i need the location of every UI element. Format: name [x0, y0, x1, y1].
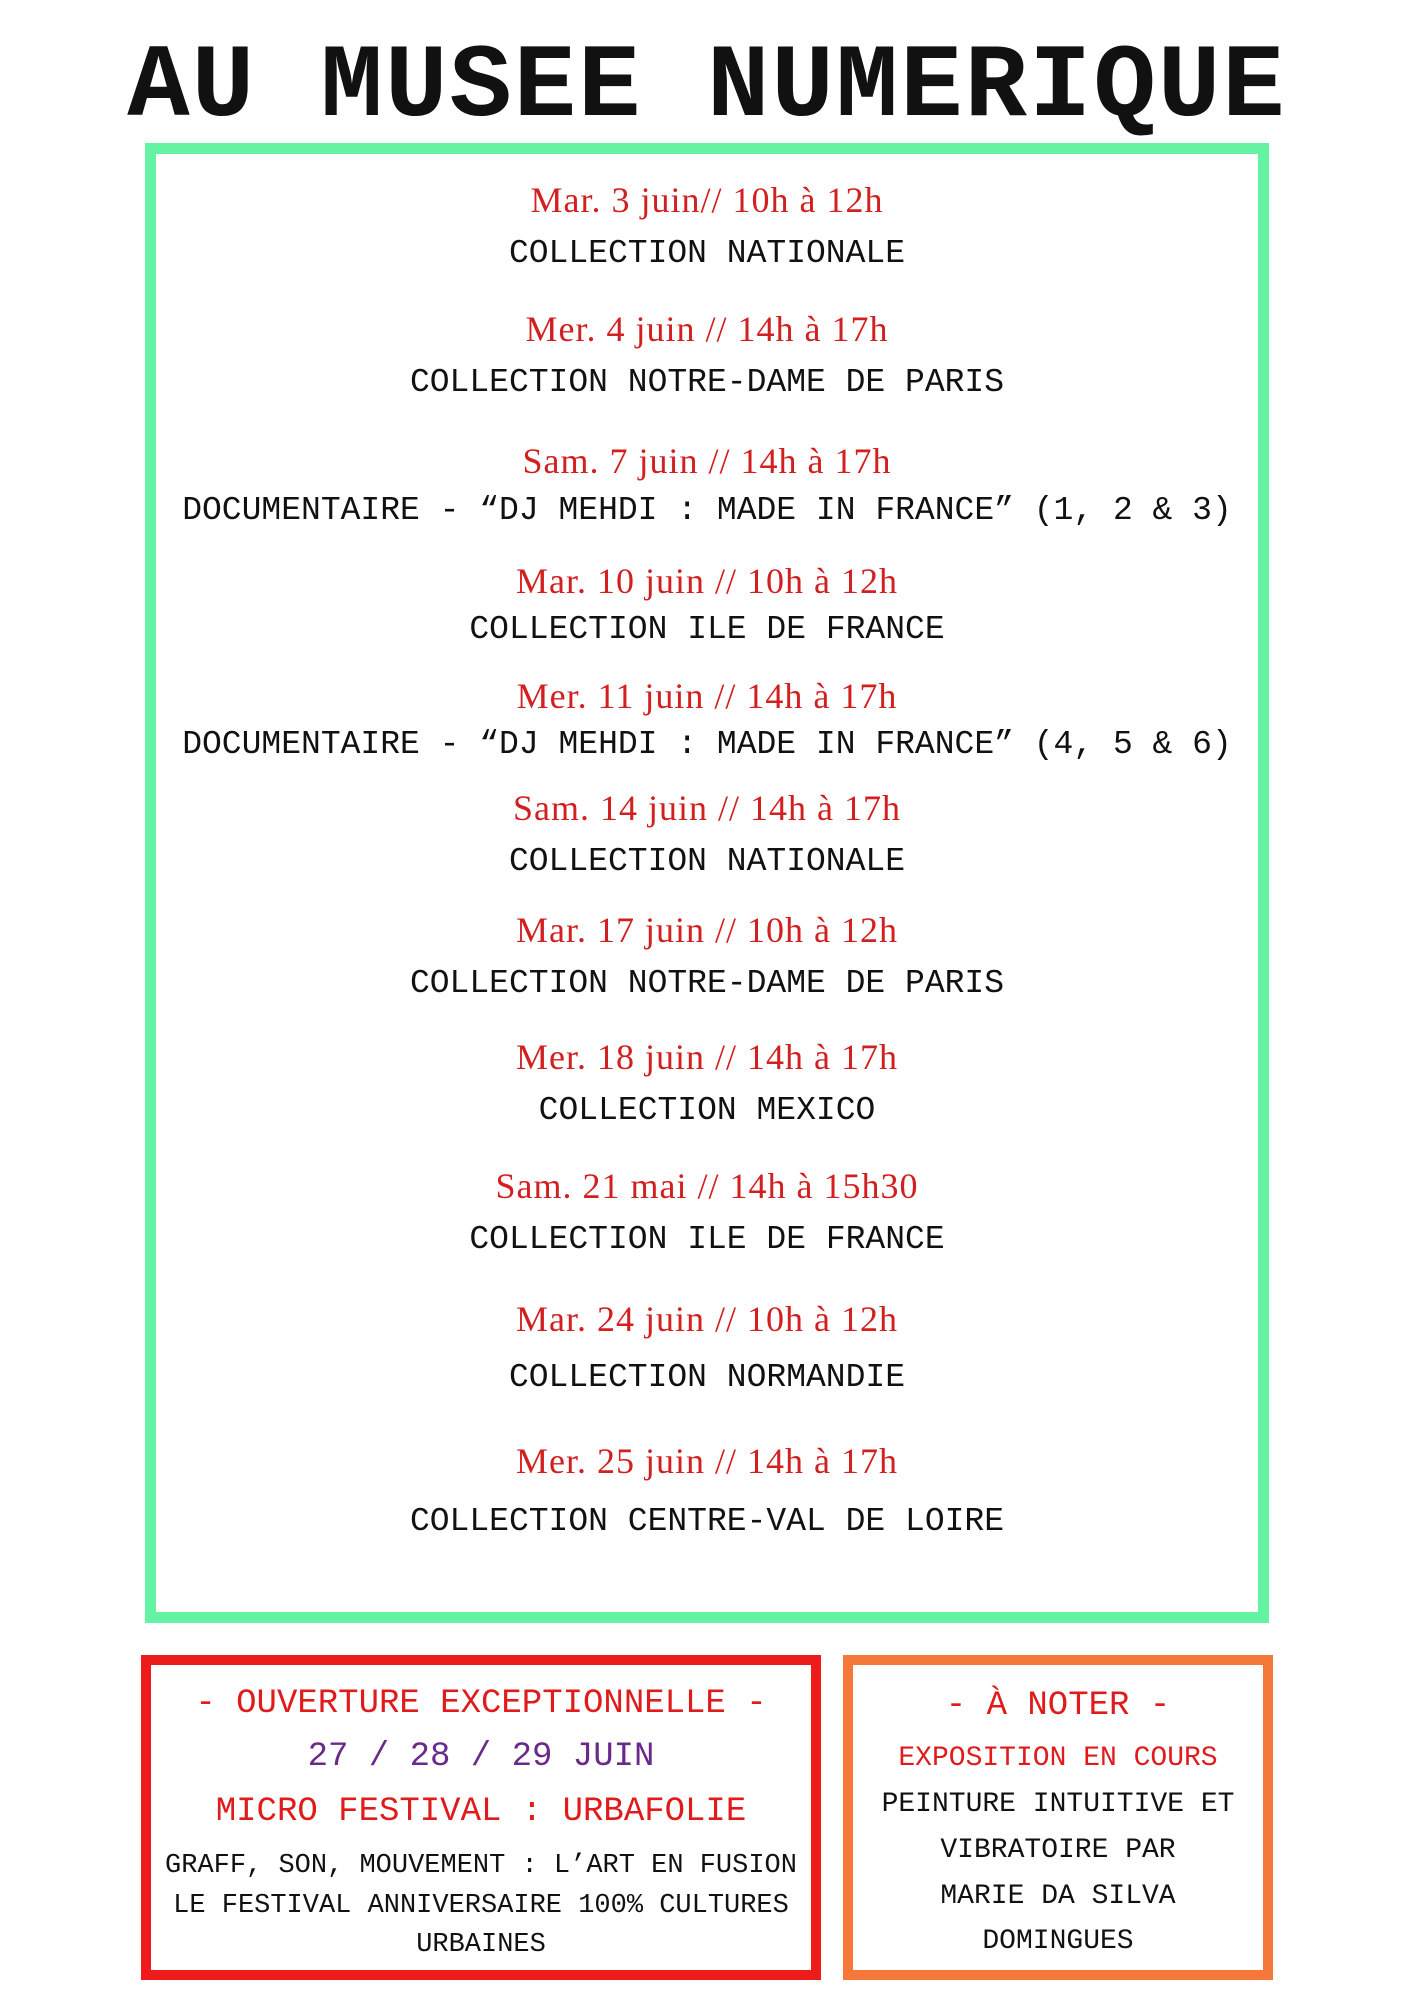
schedule-event: COLLECTION NOTRE-DAME DE PARIS [409, 364, 1005, 401]
note-line: PEINTURE INTUITIVE ET [881, 1789, 1235, 1820]
schedule-event: DOCUMENTAIRE - “DJ MEHDI : MADE IN FRANCE” (4, 5 & 6) [182, 726, 1232, 763]
note-heading: - À NOTER - [945, 1687, 1171, 1725]
schedule-date: Mar. 3 juin// 10h à 12h [530, 180, 884, 220]
schedule-event: DOCUMENTAIRE - “DJ MEHDI : MADE IN FRANCE” (1, 2 & 3) [182, 492, 1232, 529]
schedule-date: Mer. 11 juin // 14h à 17h [516, 676, 898, 716]
special-opening-line: URBAINES [416, 1930, 546, 1960]
schedule-date: Mar. 10 juin // 10h à 12h [516, 561, 898, 601]
schedule-date: Mer. 4 juin // 14h à 17h [525, 309, 889, 349]
schedule-date: Mar. 17 juin // 10h à 12h [516, 910, 898, 950]
note-line: DOMINGUES [982, 1926, 1134, 1957]
schedule-date: Mar. 24 juin // 10h à 12h [516, 1299, 898, 1339]
note-subheading: EXPOSITION EN COURS [898, 1743, 1218, 1774]
schedule-date: Sam. 14 juin // 14h à 17h [513, 788, 901, 828]
schedule-box [145, 143, 1269, 1623]
schedule-event: COLLECTION NOTRE-DAME DE PARIS [409, 965, 1005, 1002]
note-box [843, 1655, 1273, 1980]
special-opening-event-name: MICRO FESTIVAL : URBAFOLIE [215, 1793, 747, 1831]
schedule-event: COLLECTION NATIONALE [508, 235, 906, 272]
special-opening-heading: - OUVERTURE EXCEPTIONNELLE - [195, 1685, 767, 1723]
schedule-date: Sam. 21 mai // 14h à 15h30 [495, 1166, 919, 1206]
note-line: VIBRATOIRE PAR [940, 1835, 1176, 1866]
schedule-event: COLLECTION NORMANDIE [508, 1359, 906, 1396]
schedule-event: COLLECTION MEXICO [538, 1092, 876, 1129]
schedule-date: Sam. 7 juin // 14h à 17h [522, 441, 892, 481]
schedule-event: COLLECTION CENTRE-VAL DE LOIRE [409, 1503, 1005, 1540]
schedule-event: COLLECTION NATIONALE [508, 843, 906, 880]
schedule-event: COLLECTION ILE DE FRANCE [469, 611, 945, 648]
special-opening-dates: 27 / 28 / 29 JUIN [307, 1738, 655, 1776]
special-opening-line: LE FESTIVAL ANNIVERSAIRE 100% CULTURES [173, 1891, 789, 1921]
special-opening-box [141, 1655, 821, 1980]
schedule-date: Mer. 25 juin // 14h à 17h [516, 1441, 898, 1481]
note-line: MARIE DA SILVA [940, 1881, 1176, 1912]
page-title: AU MUSEE NUMERIQUE [127, 29, 1287, 147]
special-opening-line: GRAFF, SON, MOUVEMENT : L’ART EN FUSION [165, 1851, 797, 1881]
schedule-event: COLLECTION ILE DE FRANCE [469, 1221, 945, 1258]
schedule-date: Mer. 18 juin // 14h à 17h [516, 1037, 898, 1077]
